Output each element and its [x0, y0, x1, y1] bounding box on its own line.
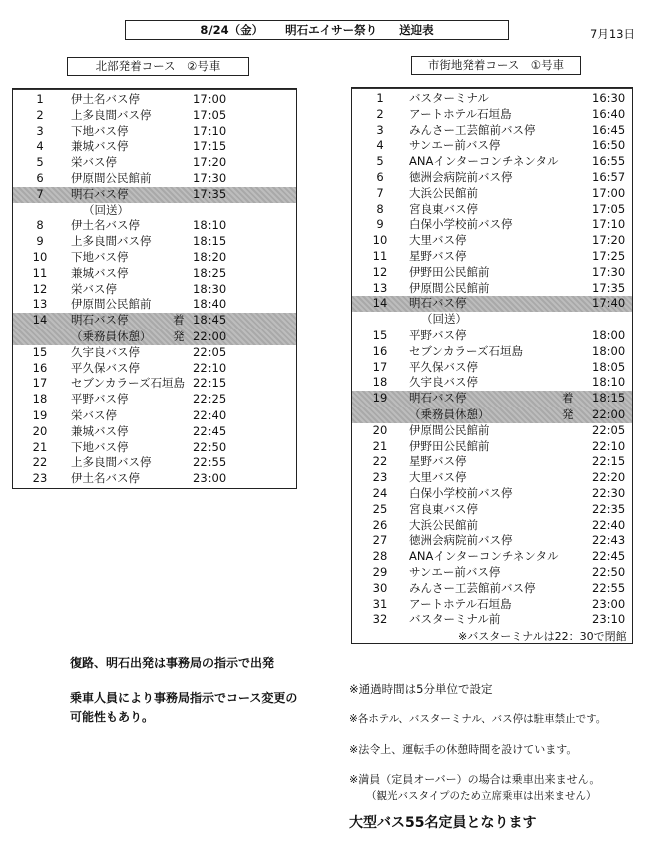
stop-time: 18:00: [592, 343, 626, 358]
stop-name: 上多良間バス停: [71, 107, 152, 122]
schedule-row: [13, 424, 296, 440]
stop-number: 4: [36, 139, 44, 154]
schedule-row: [352, 328, 632, 344]
schedule-row: [352, 296, 632, 312]
schedule-row: [352, 486, 632, 502]
stop-time: 16:50: [592, 138, 626, 153]
stop-number: 10: [372, 233, 388, 248]
schedule-row: [13, 471, 296, 487]
stop-number: 12: [32, 281, 48, 296]
schedule-row: [13, 361, 296, 377]
stop-name: 大里バス停: [409, 470, 467, 485]
arrive-depart-mark: 着: [562, 391, 574, 406]
stop-name: 徳洲会病院前バス停: [409, 533, 513, 548]
stop-time: 23:00: [193, 471, 227, 486]
stop-number: 17: [32, 376, 48, 391]
stop-time: 18:40: [193, 297, 227, 312]
stop-number: 25: [372, 501, 388, 516]
stop-name: 伊原間公民館前: [71, 171, 152, 185]
schedule-row: [13, 440, 296, 456]
stop-time: 22:05: [592, 422, 626, 437]
schedule-row: [352, 518, 632, 534]
schedule-row: [13, 108, 296, 124]
arrive-depart-mark: 発: [562, 407, 574, 421]
stop-time: 22:00: [592, 407, 626, 421]
table-header-rule: [13, 89, 296, 90]
stop-number: 19: [372, 391, 388, 406]
stop-time: 17:35: [193, 186, 227, 201]
title-event: 明石エイサー祭り: [285, 23, 378, 37]
stop-number: 9: [36, 234, 44, 249]
stop-number: 7: [36, 186, 44, 201]
schedule-row: [352, 233, 632, 249]
stop-name: 平久保バス停: [409, 359, 478, 374]
stop-name: アートホテル石垣島: [409, 596, 512, 611]
stop-time: 16:55: [592, 154, 626, 169]
stop-name: 平野バス停: [409, 328, 467, 342]
schedule-row: [13, 376, 296, 392]
stop-time: 22:40: [592, 517, 626, 532]
stop-time: 17:20: [592, 233, 626, 248]
stop-number: 11: [32, 265, 48, 280]
note-driver-rest: ※法令上、運転手の休憩時間を設けています。: [349, 743, 578, 756]
stop-time: 18:10: [193, 218, 227, 233]
note-capacity: ※満員（定員オーバー）の場合は乗車出来ません。: [349, 773, 601, 786]
stop-number: 15: [372, 328, 388, 342]
stop-time: 17:30: [592, 264, 626, 279]
stop-number: 14: [32, 313, 48, 328]
schedule-row: [13, 313, 296, 329]
stop-number: 23: [372, 470, 388, 485]
stop-name: バスターミナル前: [409, 612, 501, 627]
schedule-row: [352, 454, 632, 470]
right-course-label: 市街地発着コース ①号車: [411, 56, 581, 75]
stop-time: 16:40: [592, 106, 626, 121]
schedule-row: [352, 597, 632, 613]
stop-name: ANAインターコンチネンタル: [409, 154, 559, 169]
stop-name: 伊原間公民館前: [409, 280, 490, 295]
stop-number: 1: [36, 92, 44, 106]
schedule-row: [352, 612, 632, 628]
stop-time: 17:25: [592, 249, 626, 263]
stop-name: 兼城バス停: [71, 139, 129, 154]
schedule-row: [352, 138, 632, 154]
stop-time: 22:20: [592, 470, 626, 485]
schedule-row: [13, 234, 296, 250]
schedule-row: [352, 312, 632, 328]
schedule-row: [13, 329, 296, 345]
stop-time: 22:40: [193, 408, 227, 422]
stop-name: 大里バス停: [409, 233, 467, 248]
stop-name: みんさー工芸館前バス停: [409, 122, 536, 137]
schedule-row: [13, 345, 296, 361]
note-no-standing: （観光バスタイプのため立席乗車は出来ません）: [366, 790, 597, 802]
schedule-row: [352, 375, 632, 391]
stop-name: 明石バス停: [409, 391, 467, 406]
arrive-depart-mark: 発: [173, 329, 185, 343]
stop-name: みんさー工芸館前バス停: [409, 580, 536, 595]
schedule-row: [352, 565, 632, 581]
stop-name: （乗務員休憩）: [409, 407, 490, 421]
stop-number: 2: [376, 106, 384, 121]
schedule-row: [13, 408, 296, 424]
stop-time: 18:20: [193, 250, 227, 264]
stop-name: サンエー前バス停: [409, 565, 501, 579]
stop-name: 久宇良バス停: [409, 375, 478, 390]
stop-number: 13: [372, 280, 388, 295]
schedule-row: [13, 218, 296, 234]
title-doc: 送迎表: [399, 23, 434, 37]
stop-number: 11: [372, 249, 388, 263]
stop-number: 16: [372, 343, 388, 358]
schedule-row: [13, 124, 296, 140]
stop-time: 17:20: [193, 155, 227, 170]
route-change-note-line1: 乗車人員により事務局指示でコース変更の: [70, 691, 298, 705]
stop-time: 17:15: [193, 139, 227, 154]
schedule-row: [13, 92, 296, 108]
stop-time: 18:45: [193, 313, 227, 328]
schedule-row: [13, 297, 296, 313]
schedule-row: [352, 533, 632, 549]
stop-name: 栄バス停: [71, 408, 117, 422]
schedule-row: [13, 282, 296, 298]
stop-time: 17:05: [193, 107, 227, 122]
stop-time: 17:05: [592, 201, 626, 216]
terminal-closing-note: ※バスターミナルは22：30で閉館: [458, 630, 627, 643]
stop-time: 18:15: [193, 234, 227, 249]
stop-time: 18:15: [592, 391, 626, 406]
left-course-label: 北部発着コース ②号車: [67, 57, 249, 76]
stop-number: 24: [372, 486, 388, 500]
table-header-rule: [352, 88, 632, 89]
stop-name: 伊原間公民館前: [71, 297, 152, 312]
stop-time: 22:00: [193, 329, 227, 343]
stop-name: 平野バス停: [71, 392, 129, 407]
stop-number: 3: [376, 122, 384, 137]
stop-number: 2: [36, 107, 44, 122]
schedule-row: [352, 249, 632, 265]
stop-name: 兼城バス停: [71, 423, 129, 438]
stop-name: サンエー前バス停: [409, 138, 501, 153]
stop-name: 上多良間バス停: [71, 455, 152, 470]
stop-time: 17:35: [592, 280, 626, 295]
schedule-row: [352, 265, 632, 281]
stop-name: セブンカラーズ石垣島: [71, 376, 185, 391]
stop-number: 1: [376, 91, 384, 105]
stop-time: 18:30: [193, 281, 227, 296]
stop-time: 22:10: [193, 360, 227, 375]
schedule-row: [13, 171, 296, 187]
stop-name: セブンカラーズ石垣島: [409, 343, 523, 358]
stop-number: 14: [372, 296, 388, 311]
stop-number: 3: [36, 123, 44, 138]
schedule-row: [352, 123, 632, 139]
stop-name: 星野バス停: [409, 249, 467, 263]
stop-name: 星野バス停: [409, 454, 467, 469]
stop-time: 17:10: [592, 217, 626, 232]
stop-time: 18:10: [592, 375, 626, 390]
stop-number: 8: [36, 218, 44, 233]
schedule-row: [352, 423, 632, 439]
stop-number: 30: [372, 580, 388, 595]
stop-time: 22:05: [193, 344, 227, 359]
stop-time: 22:55: [592, 580, 626, 595]
schedule-row: [352, 217, 632, 233]
note-no-parking: ※各ホテル、バスターミナル、バス停は駐車禁止です。: [349, 713, 607, 725]
stop-time: 17:30: [193, 171, 227, 185]
stop-time: 22:45: [193, 423, 227, 438]
schedule-row: [13, 187, 296, 203]
schedule-row: [352, 439, 632, 455]
stop-number: 19: [32, 408, 48, 422]
stop-name: 宮良東バス停: [409, 501, 478, 516]
stop-time: 16:57: [592, 170, 626, 184]
stop-number: 31: [372, 596, 388, 611]
stop-time: 22:50: [592, 565, 626, 579]
schedule-row: [352, 470, 632, 486]
stop-name: 伊土名バス停: [71, 471, 140, 486]
note-pass-time: ※通過時間は5分単位で設定: [349, 682, 493, 696]
schedule-row: [352, 281, 632, 297]
arrive-depart-mark: 着: [173, 313, 185, 328]
stop-number: 7: [376, 185, 384, 200]
stop-number: 13: [32, 297, 48, 312]
stop-time: 22:30: [592, 486, 626, 500]
stop-name: （回送）: [83, 202, 129, 217]
stop-time: 17:00: [193, 92, 227, 106]
stop-number: 8: [376, 201, 384, 216]
stop-number: 18: [32, 392, 48, 407]
stop-name: 伊土名バス停: [71, 92, 140, 106]
stop-name: 栄バス停: [71, 281, 117, 296]
return-note: 復路、明石出発は事務局の指示で出発: [70, 656, 275, 670]
stop-time: 22:55: [193, 455, 227, 470]
stop-time: 22:10: [592, 438, 626, 453]
schedule-row: [352, 502, 632, 518]
stop-name: 明石バス停: [409, 296, 467, 311]
stop-time: 22:43: [592, 533, 626, 548]
stop-number: 23: [32, 471, 48, 486]
stop-number: 12: [372, 264, 388, 279]
stop-time: 16:45: [592, 122, 626, 137]
schedule-row: [13, 139, 296, 155]
schedule-row: [352, 391, 632, 407]
stop-name: 徳洲会病院前バス停: [409, 170, 513, 184]
stop-number: 10: [32, 250, 48, 264]
stop-name: （乗務員休憩）: [71, 329, 152, 343]
schedule-row: [13, 155, 296, 171]
stop-number: 22: [372, 454, 388, 469]
stop-name: 伊野田公民館前: [409, 438, 490, 453]
stop-number: 22: [32, 455, 48, 470]
schedule-row: [352, 154, 632, 170]
stop-number: 9: [376, 217, 384, 232]
stop-time: 17:10: [193, 123, 227, 138]
stop-name: （回送）: [421, 312, 467, 327]
stop-name: 白保小学校前バス停: [409, 486, 513, 500]
stop-name: 平久保バス停: [71, 360, 140, 375]
schedule-row: [352, 407, 632, 423]
right-schedule-table: [351, 87, 633, 644]
stop-name: 伊原間公民館前: [409, 422, 490, 437]
schedule-row: [13, 392, 296, 408]
schedule-row: [352, 186, 632, 202]
stop-number: 28: [372, 549, 388, 564]
stop-time: 18:25: [193, 265, 227, 280]
stop-name: 宮良東バス停: [409, 201, 478, 216]
stop-number: 20: [372, 422, 388, 437]
stop-name: 伊野田公民館前: [409, 264, 490, 279]
stop-number: 27: [372, 533, 388, 548]
stop-time: 22:15: [193, 376, 227, 391]
title-date: 8/24（金）: [200, 23, 264, 37]
schedule-row: [352, 581, 632, 597]
stop-number: 20: [32, 423, 48, 438]
schedule-row: [352, 107, 632, 123]
stop-name: 兼城バス停: [71, 265, 129, 280]
schedule-row: [352, 549, 632, 565]
stop-name: 上多良間バス停: [71, 234, 152, 249]
stop-name: 久宇良バス停: [71, 344, 140, 359]
stop-number: 15: [32, 344, 48, 359]
stop-time: 22:50: [193, 439, 227, 454]
schedule-row: [13, 203, 296, 219]
stop-time: 17:40: [592, 296, 626, 311]
stop-number: 21: [32, 439, 48, 454]
bus-capacity-heading: 大型バス55名定員となります: [349, 815, 537, 831]
stop-time: 22:35: [592, 501, 626, 516]
schedule-row: [352, 91, 632, 107]
stop-number: 5: [36, 155, 44, 170]
document-title: [125, 20, 509, 40]
stop-number: 16: [32, 360, 48, 375]
stop-name: 大浜公民館前: [409, 185, 478, 200]
stop-name: 大浜公民館前: [409, 517, 478, 532]
stop-number: 32: [372, 612, 388, 627]
stop-number: 6: [376, 170, 384, 184]
stop-name: 白保小学校前バス停: [409, 217, 513, 232]
schedule-row: [13, 266, 296, 282]
stop-name: 明石バス停: [71, 313, 129, 328]
left-schedule-table: [12, 88, 297, 489]
schedule-row: [352, 344, 632, 360]
stop-number: 17: [372, 359, 388, 374]
schedule-row: [352, 360, 632, 376]
stop-number: 29: [372, 565, 388, 579]
issue-date: 7月13日: [590, 27, 635, 41]
schedule-row: [352, 202, 632, 218]
stop-number: 21: [372, 438, 388, 453]
stop-time: 18:00: [592, 328, 626, 342]
stop-time: 22:15: [592, 454, 626, 469]
stop-time: 22:25: [193, 392, 227, 407]
stop-name: バスターミナル: [409, 91, 489, 105]
stop-number: 26: [372, 517, 388, 532]
stop-name: 明石バス停: [71, 186, 129, 201]
stop-number: 18: [372, 375, 388, 390]
stop-name: 栄バス停: [71, 155, 117, 170]
stop-number: 4: [376, 138, 384, 153]
stop-time: 18:05: [592, 359, 626, 374]
stop-name: 伊土名バス停: [71, 218, 140, 233]
stop-time: 23:00: [592, 596, 626, 611]
stop-time: 17:00: [592, 185, 626, 200]
stop-number: 6: [36, 171, 44, 185]
stop-name: 下地バス停: [71, 250, 129, 264]
stop-name: ANAインターコンチネンタル: [409, 549, 559, 564]
route-change-note-line2: 可能性もあり。: [70, 710, 155, 724]
stop-number: 5: [376, 154, 384, 169]
stop-name: 下地バス停: [71, 123, 129, 138]
stop-name: 下地バス停: [71, 439, 129, 454]
stop-time: 22:45: [592, 549, 626, 564]
schedule-row: [13, 250, 296, 266]
schedule-row: [13, 455, 296, 471]
stop-time: 23:10: [592, 612, 626, 627]
stop-time: 16:30: [592, 91, 626, 105]
stop-name: アートホテル石垣島: [409, 106, 512, 121]
schedule-row: [352, 170, 632, 186]
